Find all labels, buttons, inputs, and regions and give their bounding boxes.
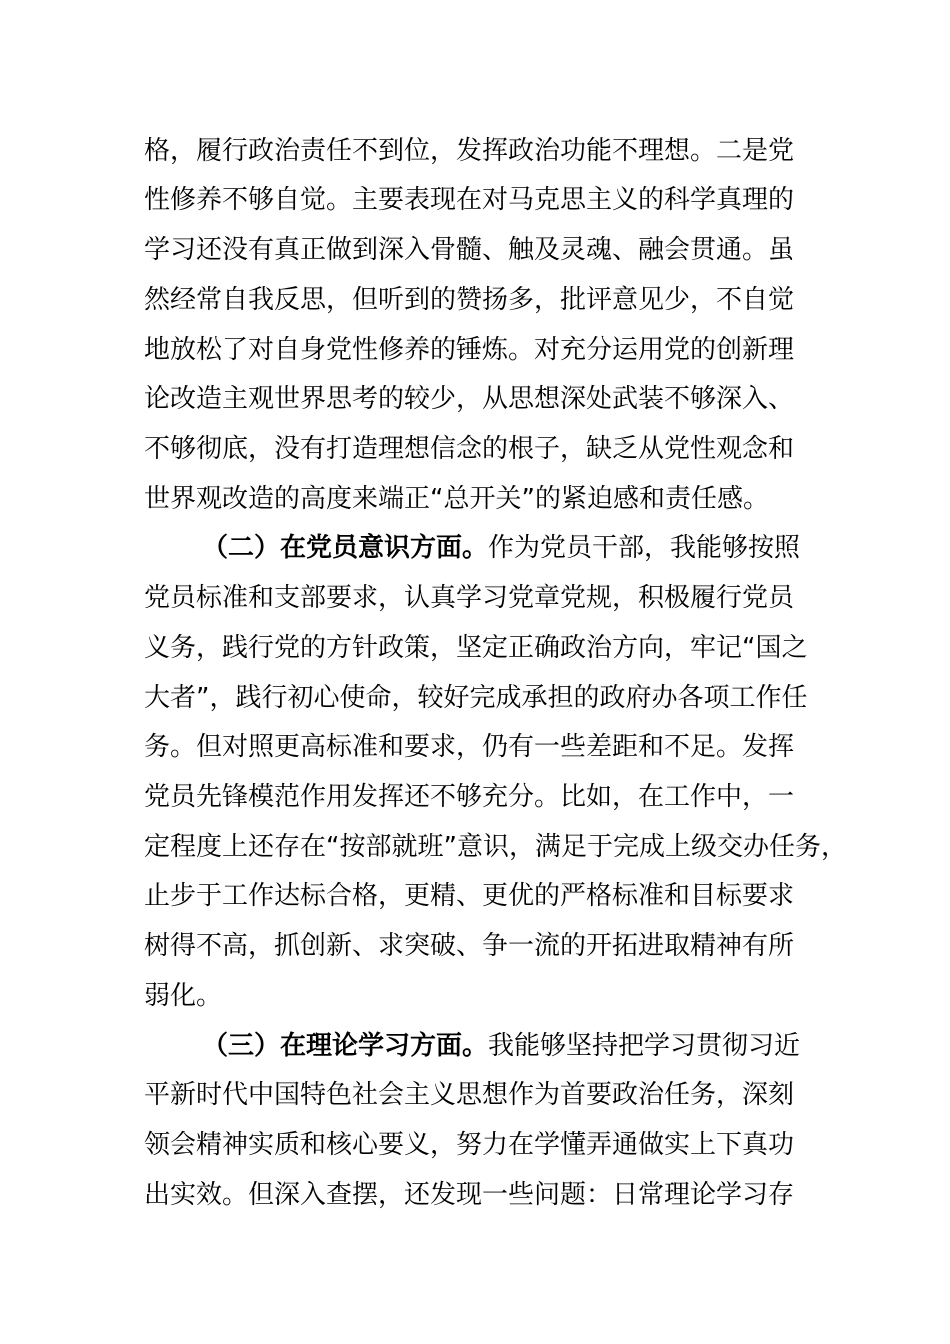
paragraph2-line-2: 党员标准和支部要求，认真学习党章党规，积极履行党员	[144, 583, 795, 613]
paragraph2-heading: （二）在党员意识方面。	[202, 533, 489, 563]
paragraph2-line-9: 树得不高，抓创新、求突破、争一流的开拓进取精神有所	[144, 931, 795, 961]
paragraph2-line-4: 大者”，践行初心使命，较好完成承担的政府办各项工作任	[144, 683, 808, 713]
paragraph2-line-1	[202, 530, 800, 566]
paragraph3-line-1	[202, 1028, 800, 1064]
paragraph3-first-line-text: 我能够坚持把学习贯彻习近	[488, 1031, 801, 1061]
paragraph1-line-5: 地放松了对自身党性修养的锤炼。对充分运用党的创新理	[144, 335, 795, 365]
paragraph1-line-3: 学习还没有真正做到深入骨髓、触及灵魂、融会贯通。虽	[144, 235, 795, 265]
paragraph1-line-1: 格，履行政治责任不到位，发挥政治功能不理想。二是党	[144, 136, 795, 166]
paragraph3-line-3: 领会精神实质和核心要义，努力在学懂弄通做实上下真功	[144, 1130, 795, 1160]
paragraph3-line-2: 平新时代中国特色社会主义思想作为首要政治任务，深刻	[144, 1080, 795, 1110]
paragraph2-line-10: 弱化。	[144, 981, 223, 1011]
paragraph3-line-4: 出实效。但深入查摆，还发现一些问题：日常理论学习存	[144, 1180, 795, 1210]
paragraph2-first-line-text: 作为党员干部，我能够按照	[488, 533, 801, 563]
paragraph2-line-8: 止步于工作达标合格，更精、更优的严格标准和目标要求	[144, 881, 795, 911]
paragraph1-line-7: 不够彻底，没有打造理想信念的根子，缺乏从党性观念和	[144, 434, 795, 464]
paragraph1-line-4: 然经常自我反思，但听到的赞扬多，批评意见少，不自觉	[144, 285, 795, 315]
paragraph3-heading: （三）在理论学习方面。	[202, 1031, 489, 1061]
paragraph2-line-7: 定程度上还存在“按部就班”意识，满足于完成上级交办任务，	[144, 832, 847, 862]
paragraph2-line-5: 务。但对照更高标准和要求，仍有一些差距和不足。发挥	[144, 732, 795, 762]
paragraph2-line-6: 党员先锋模范作用发挥还不够充分。比如，在工作中，一	[144, 782, 795, 812]
paragraph1-line-2: 性修养不够自觉。主要表现在对马克思主义的科学真理的	[144, 185, 795, 215]
paragraph1-line-6: 论改造主观世界思考的较少，从思想深处武装不够深入、	[144, 384, 795, 414]
paragraph1-line-8: 世界观改造的高度来端正“总开关”的紧迫感和责任感。	[144, 484, 769, 514]
paragraph2-line-3: 义务，践行党的方针政策，坚定正确政治方向，牢记“国之	[144, 633, 808, 663]
